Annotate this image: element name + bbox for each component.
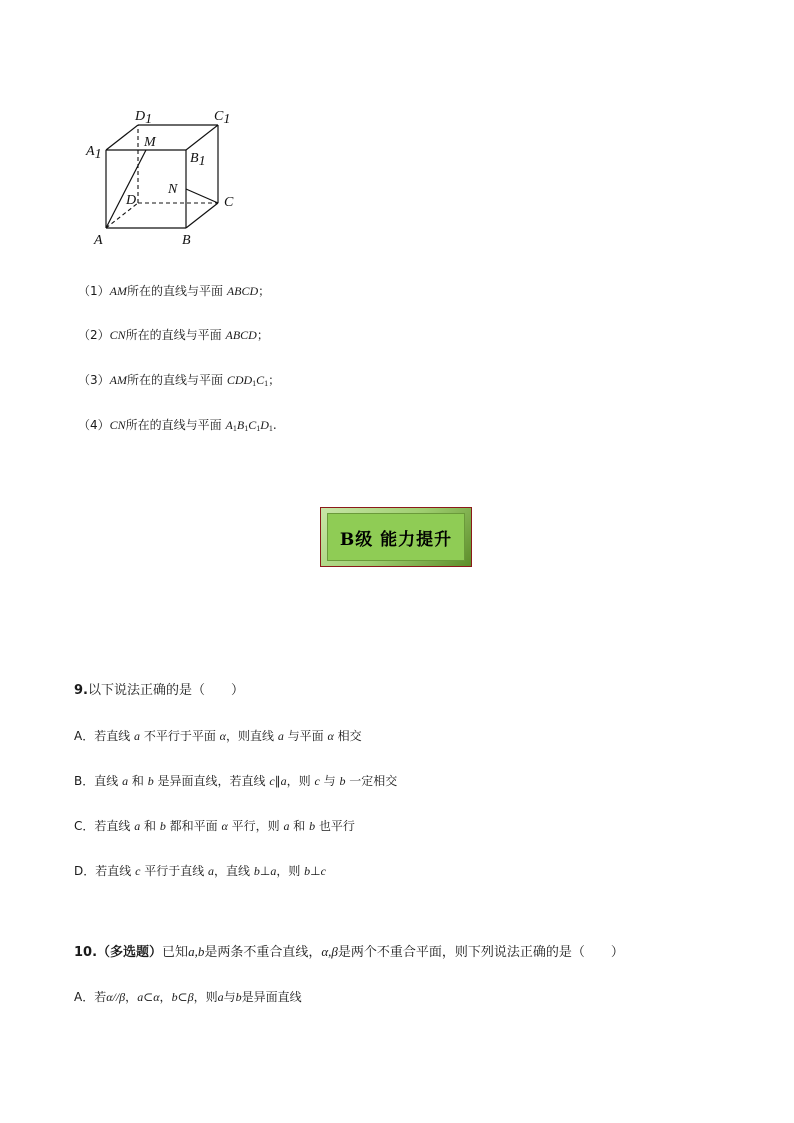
label-B: B — [182, 233, 191, 248]
q9-option-b: B．直线 a 和 b 是异面直线，若直线 c∥a，则 c 与 b 一定相交 — [74, 774, 398, 788]
section-banner — [320, 507, 472, 567]
label-A: A — [94, 233, 103, 248]
q10-stem: 10.（多选题）已知a,b是两条不重合直线，α,β是两个不重合平面，则下列说法正确的是（ ） — [74, 944, 624, 960]
section-banner-label: B级 能力提升 — [327, 513, 465, 561]
label-C: C — [224, 195, 234, 210]
subquestion-3: （3）AM所在的直线与平面 $CDD_1C_1$； — [78, 373, 281, 388]
label-D: D — [126, 193, 137, 208]
label-M: M — [144, 135, 156, 150]
q9-option-c: C．若直线 a 和 b 都和平面 α 平行，则 a 和 b 也平行 — [74, 819, 355, 833]
label-B1: B1 — [190, 151, 206, 169]
q9-option-d: D．若直线 c 平行于直线 a，直线 b⊥a，则 b⊥c — [74, 864, 326, 878]
label-D1: D1 — [135, 109, 153, 127]
subquestion-2: （2）CN所在的直线与平面 ABCD； — [78, 328, 269, 342]
label-A1: A1 — [86, 144, 102, 162]
cube-figure — [80, 100, 260, 255]
subquestion-4: （4）CN所在的直线与平面 $A_1B_1C_1D_1$. — [78, 418, 277, 433]
q9-stem: 9.以下说法正确的是（ ） — [74, 683, 244, 698]
label-C1: C1 — [214, 109, 231, 127]
q9-option-a: A．若直线 a 不平行于平面 α，则直线 a 与平面 α 相交 — [74, 729, 362, 743]
q10-option-a: A．若α//β，a⊂α，b⊂β，则a与b是异面直线 — [74, 990, 302, 1004]
subquestion-1: （1）AM所在的直线与平面 ABCD； — [78, 284, 271, 298]
label-N: N — [168, 182, 178, 197]
